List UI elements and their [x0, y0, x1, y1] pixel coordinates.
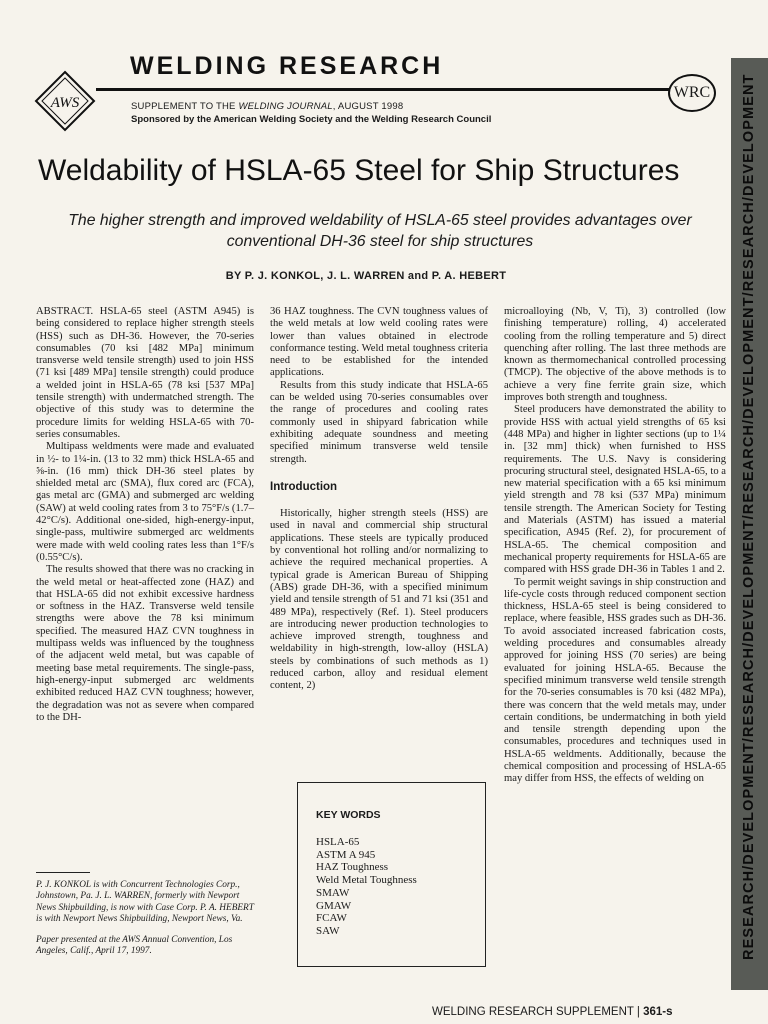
- column-1: [36, 306, 254, 724]
- abstract-paragraph: The results showed that there was no cracking in the weld metal or heat-affected zone (HAZ) and that HSLA-65 did not exhibit excessive hardness or softness in the HAZ. Transverse weld tensile strengths were above the 78 ksi minimum specified. The measured HAZ CVN toughness in multipass welds was influenced by the toughness of the adjacent weld metal, but was capable of meeting base metal requirements. The single-pass, high-energy-input submerged arc weldments exhibited reduced HAZ CVN toughness; however, the degradation was not as severe when compared to the DH-: [36, 564, 254, 723]
- abstract-paragraph: 36 HAZ toughness. The CVN toughness values of the weld metals at low weld cooling rates were lower than values obtained in electrode conformance testing. Weld metal toughness criteria need to be established for the intended applications.: [270, 306, 488, 379]
- body-paragraph: To permit weight savings in ship construction and life-cycle costs through reduced component section thickness, HSLA-65 steel is being considered to replace, where feasible, HSS grades such as DH-36. To avoid associated increased fabrication costs, welding procedures and consumables already approved for joining HSS (70 series) are being evaluated for joining HSLA-65. Because the specified minimum transverse weld tensile strength for the 70-series consumables is 70 ksi (482 MPa), there was concern that the weld metals may, under certain conditions, be undermatching in both yield and tensile strength depending upon the consumables, procedures and techniques used in HSLA-65 weldments. Additionally, because the chemical composition and processing of HSLA-65 may differ from HSS, the effects of welding on: [504, 576, 726, 785]
- column-3: [504, 306, 726, 786]
- abstract-paragraph: Multipass weldments were made and evaluated in ½- to 1¼-in. (13 to 32 mm) thick HSLA-65 and ⅝-in. (16 mm) thick DH-36 steel plates by shielded metal arc (SMA), flux cored arc (FCA), gas metal arc (GMA) and submerged arc welding (SAW) at weld cooling rates from 3 to 75°F/s (1.7–42°C/s). Additional one-sided, high-energy-input, single-pass, multiwire submerged arc weldments were made with weld cooling rates less than 1°F/s (0.55°C/s).: [36, 441, 254, 563]
- introduction-heading: Introduction: [270, 480, 338, 493]
- footnote-rule: [36, 872, 90, 873]
- sponsor-line: Sponsored by the American Welding Society and the Welding Research Council: [131, 114, 492, 125]
- keyword-item: SAW: [316, 924, 340, 937]
- keyword-item: ASTM A 945: [316, 848, 376, 861]
- wrc-logo: WRC: [668, 74, 716, 112]
- column-2: [270, 306, 488, 693]
- abstract-paragraph: ABSTRACT. HSLA-65 steel (ASTM A945) is being considered to replace higher strength steels (HSS) such as DH-36. However, the 70-series consumables (70 ksi [482 MPa] minimum transverse weld tensile strength) used to join HSS (71 ksi [489 MPa] tensile strength) could produce a welded joint in HSLA-65 (78 ksi [537 MPa] tensile strength) with undermatched strength. The objective of this study was to determine the procedure limits for welding HSLA-65 with 70-series consumables.: [36, 306, 254, 440]
- paper-subtitle: The higher strength and improved weldability of HSLA-65 steel provides advantages over conventional DH-36 steel for ship structures: [68, 212, 692, 250]
- body-paragraph: Historically, higher strength steels (HSS) are used in naval and commercial ship structural applications. These steels are typically produced by conventional hot rolling and/or normalizing to achieve the required mechanical properties. A typical grade is American Bureau of Shipping (ABS) grade DH-36, with a specified minimum yield and tensile strength of 51 and 71 ksi (351 and 489 MPa), respectively (Ref. 1). Steel producers are introducing newer production technologies to achieve improved strength, toughness and weldability in high-strength, low-alloy (HSLA) steels by combinations of such methods as 1) reduced carbon, alloy and residual element content, 2): [270, 508, 488, 692]
- keyword-item: HAZ Toughness: [316, 861, 389, 874]
- presentation-note: Paper presented at the AWS Annual Convention, Los Angeles, Calif., April 17, 1997.: [36, 934, 233, 957]
- side-band-text: RESEARCH/DEVELOPMENT/RESEARCH/DEVELOPMENT/RESEARCH/DEVELOPMENT/RESEARCH/DEVELOPMENT: [741, 73, 757, 960]
- keywords-list: [316, 836, 417, 938]
- byline: BY P. J. KONKOL, J. L. WARREN and P. A. HEBERT: [225, 270, 507, 282]
- aws-logo-text: AWS: [50, 95, 80, 111]
- page-footer: WELDING RESEARCH SUPPLEMENT | 361-s: [432, 1006, 673, 1018]
- keyword-item: HSLA-65: [316, 836, 360, 848]
- keyword-item: GMAW: [316, 899, 352, 912]
- keyword-item: Weld Metal Toughness: [316, 874, 417, 887]
- supplement-line: SUPPLEMENT TO THE WELDING JOURNAL, AUGUST 1998: [131, 101, 404, 112]
- keywords-heading: KEY WORDS: [316, 809, 381, 821]
- header-rule: [96, 88, 670, 91]
- section-title: WELDING RESEARCH: [130, 52, 444, 80]
- abstract-paragraph: Results from this study indicate that HSLA-65 can be welded using 70-series consumables over the range of procedures and cooling rates commonly used in shipyard fabrication while exhibiting adequate soundness and meeting specified minimum transverse weld tensile strength.: [270, 379, 488, 465]
- keyword-item: FCAW: [316, 912, 347, 925]
- keywords-box: [297, 782, 486, 967]
- aws-logo: [34, 70, 96, 132]
- body-paragraph: microalloying (Nb, V, Ti), 3) controlled (low finishing temperature) rolling, 4) accelerated cooling from the rolling temperature and 5) direct quenching after rolling. The last three methods are known as thermomechanical controlled processing (TMCP). The objective of the above methods is to achieve a very fine ferrite grain size, which improves both strength and toughness.: [504, 306, 726, 404]
- paper-title: Weldability of HSLA-65 Steel for Ship Structures: [38, 154, 680, 187]
- author-affiliations: P. J. KONKOL is with Concurrent Technologies Corp., Johnstown, Pa. J. L. WARREN, formerly with Newport News Shipbuilding, is now with Case Corp. P. A. HEBERT is with Newport News Shipbuilding, Newport News, Va.: [36, 880, 254, 925]
- footnote: [36, 880, 254, 966]
- keyword-item: SMAW: [316, 886, 350, 899]
- body-paragraph: Steel producers have demonstrated the ability to provide HSS with actual yield strengths of 65 ksi (448 MPa) and higher in lighter sections (up to 1¼ in. [32 mm] thick) when furnished to HSS requirements. The U.S. Navy is considering procuring structural steel, designated HSLA-65, to a new material specification with a 65 ksi minimum yield strength and 78 ksi (537 MPa) minimum tensile strength. The American Society for Testing and Materials (ASTM) has issued a material specification, A945 (Ref. 2), for procurement of HSLA-65. The chemical composition and mechanical property requirements for HSLA-65 are compared with HSS grade DH-36 in Tables 1 and 2.: [504, 404, 726, 576]
- page-number: 361-s: [643, 1006, 673, 1018]
